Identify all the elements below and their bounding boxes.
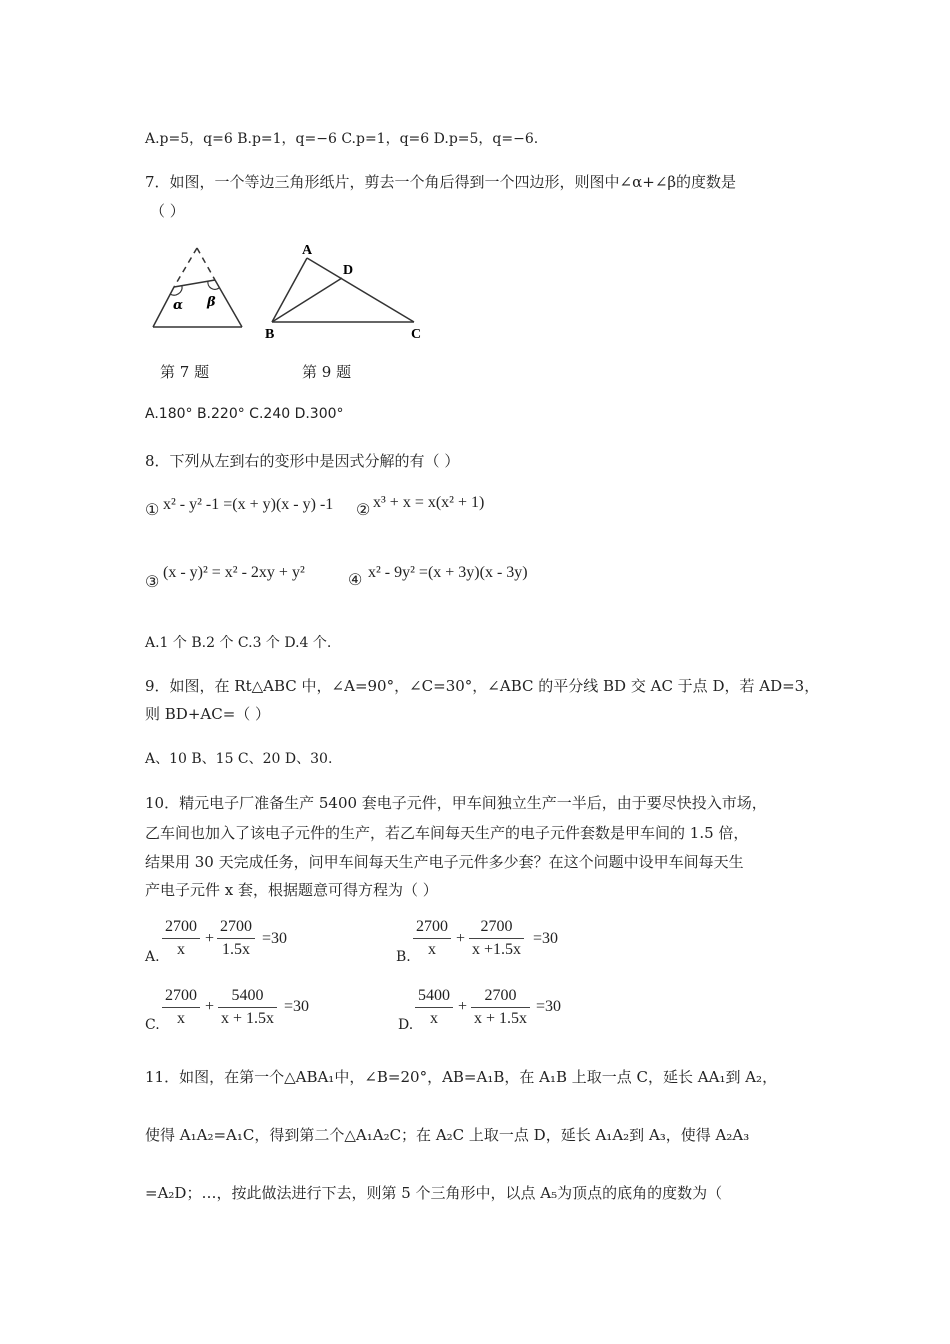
q8-item3-number: ③: [145, 574, 160, 591]
q10-stem-line2: 乙车间也加入了该电子元件的生产，若乙车间每天生产的电子元件套数是甲车间的 1.5 倍，: [145, 824, 749, 842]
q10-option-d-fraction1: [415, 987, 453, 1028]
numerator: 5400: [231, 987, 264, 1004]
q10-option-b-fraction2: [469, 918, 524, 959]
q8-item4-number: ④: [348, 572, 363, 589]
alpha-label: α: [173, 298, 184, 313]
q10-option-c-letter: C.: [145, 1017, 160, 1033]
q6-options: A.p=5，q=6 B.p=1，q=−6 C.p=1，q=6 D.p=5，q=−6.: [145, 131, 539, 147]
q10-option-a-letter: A.: [145, 949, 160, 965]
plus-sign: +: [458, 998, 468, 1015]
q7-options: A.180° B.220° C.240 D.300°: [145, 406, 344, 422]
q10-option-c-fraction1: [162, 987, 200, 1028]
q9-options: A、10 B、15 C、20 D、30.: [145, 751, 333, 767]
q11-stem-line2: 使得 A₁A₂=A₁C，得到第二个△A₁A₂C；在 A₂C 上取一点 D，延长 A₁A₂到 A₃，使得 A₂A₃: [145, 1126, 750, 1144]
q10-option-d-rhs: =30: [536, 998, 562, 1015]
q10-option-a-rhs: =30: [262, 930, 288, 947]
plus-sign: +: [456, 930, 466, 947]
numerator: 2700: [165, 918, 197, 935]
q9-stem-line2: 则 BD+AC=（ ）: [145, 705, 271, 723]
q10-option-d-letter: D.: [398, 1017, 414, 1033]
q8-item1-expression: x² - y² -1 =(x + y)(x - y) -1: [163, 496, 334, 513]
q8-item4-expression: x² - 9y² =(x + 3y)(x - 3y): [368, 564, 528, 581]
beta-label: β: [207, 295, 216, 310]
q10-option-b-rhs: =30: [533, 930, 559, 947]
numerator: 2700: [165, 987, 197, 1004]
q10-option-a-fraction1: [162, 918, 200, 959]
q8-item1-number: ①: [145, 502, 160, 519]
q10-option-a-fraction2: [217, 918, 255, 959]
figure-9-caption: 第 9 题: [302, 363, 352, 381]
q10-stem-line3: 结果用 30 天完成任务，问甲车间每天生产电子元件多少套？在这个问题中设甲车间每天生: [145, 853, 744, 871]
q8-options: A.1 个 B.2 个 C.3 个 D.4 个.: [145, 635, 332, 651]
q7-stem-line2: （ ）: [150, 202, 185, 220]
q8-stem: 8．下列从左到右的变形中是因式分解的有（ ）: [145, 452, 460, 470]
q10-option-c-fraction2: [218, 987, 277, 1028]
q10-stem-line4: 产电子元件 x 套，根据题意可得方程为（ ）: [145, 881, 438, 899]
q10-option-b-fraction1: [413, 918, 451, 959]
q8-item2-expression: x³ + x = x(x² + 1): [373, 494, 485, 511]
numerator: 2700: [416, 918, 448, 935]
denominator: x + 1.5x: [221, 1010, 275, 1027]
numerator: 5400: [418, 987, 450, 1004]
q8-item2-number: ②: [356, 502, 371, 519]
plus-sign: +: [205, 930, 215, 947]
numerator: 2700: [220, 918, 252, 935]
vertex-b-label: B: [265, 327, 275, 340]
denominator: x: [177, 1010, 185, 1027]
denominator: x + 1.5x: [474, 1010, 528, 1027]
q10-option-d-fraction2: [471, 987, 530, 1028]
vertex-a-label: A: [302, 243, 313, 258]
q11-stem-line3: =A₂D；…，按此做法进行下去，则第 5 个三角形中，以点 A₅为顶点的底角的度数为（: [145, 1184, 723, 1202]
denominator: x: [428, 941, 436, 958]
denominator: x: [177, 941, 185, 958]
q9-stem-line1: 9．如图，在 Rt△ABC 中，∠A=90°，∠C=30°，∠ABC 的平分线 BD 交 AC 于点 D，若 AD=3，: [145, 677, 820, 695]
vertex-c-label: C: [411, 327, 422, 340]
q10-option-c-rhs: =30: [284, 998, 310, 1015]
q11-stem-line1: 11．如图，在第一个△ABA₁中，∠B=20°，AB=A₁B，在 A₁B 上取一点 C，延长 AA₁到 A₂，: [145, 1068, 778, 1086]
figure-9-diagram: [262, 240, 432, 340]
numerator: 2700: [480, 918, 513, 935]
q8-item3-expression: (x - y)² = x² - 2xy + y²: [163, 564, 305, 581]
denominator: 1.5x: [222, 941, 250, 958]
figure-7-caption: 第 7 题: [160, 363, 210, 381]
figure-7-diagram: [145, 243, 250, 333]
q10-stem-line1: 10．精元电子厂准备生产 5400 套电子元件，甲车间独立生产一半后，由于要尽快投入市场，: [145, 794, 767, 812]
vertex-d-label: D: [343, 263, 354, 278]
q10-option-b-letter: B.: [396, 949, 411, 965]
denominator: x: [430, 1010, 438, 1027]
numerator: 2700: [484, 987, 517, 1004]
denominator: x +1.5x: [472, 941, 522, 958]
plus-sign: +: [205, 998, 215, 1015]
q7-stem-line1: 7．如图，一个等边三角形纸片，剪去一个角后得到一个四边形，则图中∠α+∠β的度数是: [145, 173, 737, 191]
